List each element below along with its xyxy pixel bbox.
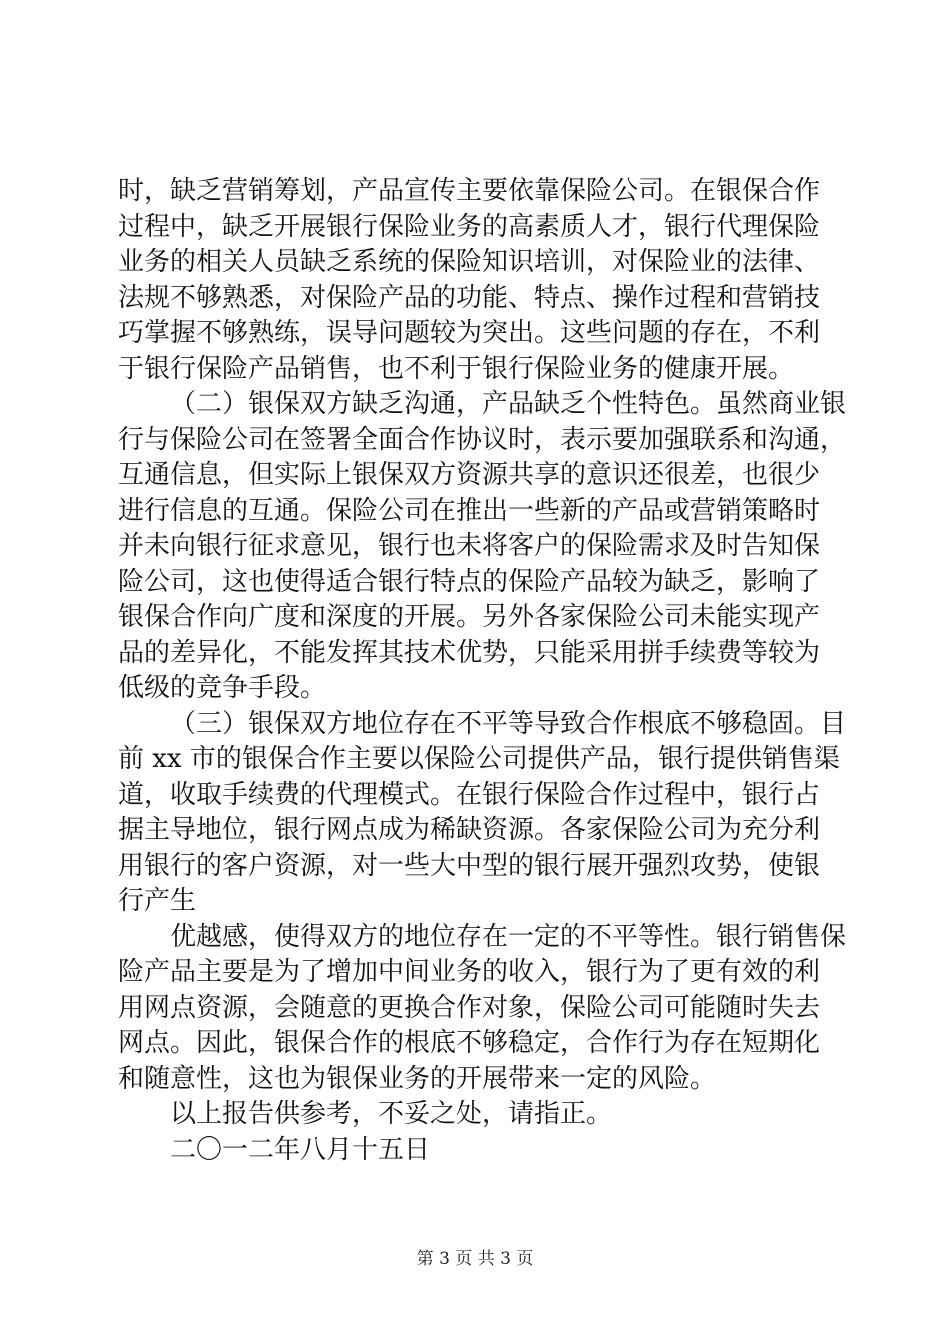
text-line: 据主导地位，银行网点成为稀缺资源。各家保险公司为充分利 (118, 815, 821, 845)
text-line: 优越感，使得双方的地位存在一定的不平等性。银行销售保 (170, 921, 847, 952)
text-line: 前 xx 市的银保合作主要以保险公司提供产品，银行提供销售渠 (118, 744, 840, 774)
text-line: 行产生 (118, 886, 197, 916)
text-line: 互通信息，但实际上银保双方资源共享的意识还很差，也很少 (118, 460, 821, 490)
text-line: 并未向银行征求意见，银行也未将客户的保险需求及时告知保 (118, 531, 821, 561)
text-line: 以上报告供参考，不妥之处，请指正。 (170, 1099, 613, 1129)
text-line: 业务的相关人员缺乏系统的保险知识培训，对保险业的法律、 (118, 247, 821, 277)
text-line: 道，收取手续费的代理模式。在银行保险合作过程中，银行占 (118, 779, 821, 810)
text-line: 法规不够熟悉，对保险产品的功能、特点、操作过程和营销技 (118, 282, 821, 313)
text-line: 时，缺乏营销筹划，产品宣传主要依靠保险公司。在银保合作 (118, 176, 821, 206)
page-footer: 第 3 页 共 3 页 (416, 1249, 534, 1269)
text-line: 进行信息的互通。保险公司在推出一些新的产品或营销策略时 (118, 495, 821, 526)
text-line: 二〇一二年八月十五日 (170, 1134, 431, 1165)
text-line: 于银行保险产品销售，也不利于银行保险业务的健康开展。 (118, 353, 795, 384)
body-text (118, 174, 847, 1168)
text-line: 和随意性，这也为银保业务的开展带来一定的风险。 (118, 1063, 717, 1094)
text-line: 巧掌握不够熟练，误导问题较为突出。这些问题的存在，不利 (118, 318, 821, 348)
text-line: 过程中，缺乏开展银行保险业务的高素质人才，银行代理保险 (118, 211, 821, 242)
text-line: 用网点资源，会随意的更换合作对象，保险公司可能随时失去 (118, 992, 821, 1023)
text-line: 险产品主要是为了增加中间业务的收入，银行为了更有效的利 (118, 957, 821, 987)
text-line: （三）银保双方地位存在不平等导致合作根底不够稳固。目 (170, 708, 847, 739)
text-line: 品的差异化，不能发挥其技术优势，只能采用拼手续费等较为 (118, 637, 821, 668)
text-line: 行与保险公司在签署全面合作协议时，表示要加强联系和沟通， (118, 424, 847, 455)
text-line: 银保合作向广度和深度的开展。另外各家保险公司未能实现产 (118, 602, 821, 632)
text-line: 网点。因此，银保合作的根底不够稳定，合作行为存在短期化 (118, 1028, 821, 1058)
text-line: （二）银保双方缺乏沟通，产品缺乏个性特色。虽然商业银 (170, 389, 847, 419)
text-line: 低级的竞争手段。 (118, 673, 327, 703)
text-line: 用银行的客户资源，对一些大中型的银行展开强烈攻势，使银 (118, 850, 821, 881)
text-line: 险公司，这也使得适合银行特点的保险产品较为缺乏，影响了 (118, 566, 821, 597)
